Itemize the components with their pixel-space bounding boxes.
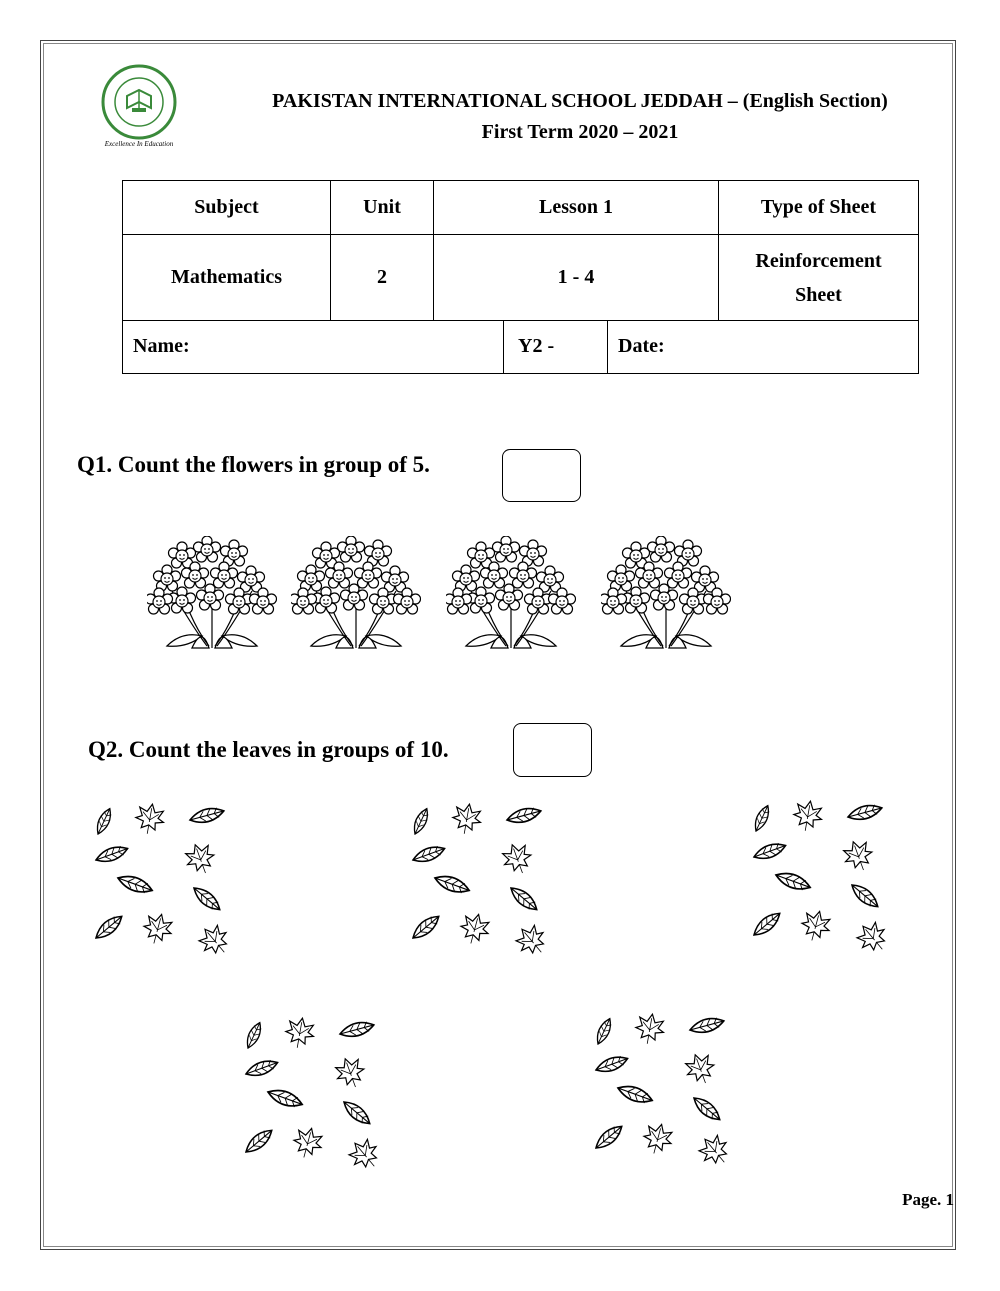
logo-motto: Excellence In Education: [104, 140, 174, 148]
school-title: PAKISTAN INTERNATIONAL SCHOOL JEDDAH – (English Section): [272, 90, 888, 112]
question-1: Q1. Count the flowers in group of 5.: [77, 452, 430, 477]
header-unit: Unit: [331, 181, 434, 235]
date-field[interactable]: [608, 320, 918, 373]
q2-answer-box[interactable]: [513, 723, 592, 777]
value-sheet-type: [719, 235, 919, 321]
name-field[interactable]: [123, 320, 504, 373]
header-sheet-type: Type of Sheet: [719, 181, 919, 235]
value-lesson: 1 - 4: [434, 235, 719, 321]
school-logo: [96, 62, 182, 148]
flower-group-2: [291, 536, 421, 656]
sheet-type-line2: Sheet: [795, 283, 842, 306]
leaf-group-3: [748, 795, 898, 955]
term-title: First Term 2020 – 2021: [481, 121, 679, 143]
leaf-group-4: [240, 1012, 390, 1172]
name-label: Name:: [133, 335, 190, 357]
header-lesson: Lesson 1: [434, 181, 719, 235]
student-info-row: [122, 320, 919, 374]
flower-group-3: [446, 536, 576, 656]
class-label: Y2 -: [518, 335, 555, 357]
leaf-group-1: [90, 798, 240, 958]
leaf-group-2: [407, 798, 557, 958]
leaf-group-5: [590, 1008, 740, 1168]
flower-group-1: [147, 536, 277, 656]
q1-answer-box[interactable]: [502, 449, 581, 502]
question-2: Q2. Count the leaves in groups of 10.: [88, 737, 449, 762]
value-subject: Mathematics: [123, 235, 331, 321]
sheet-type-line1: Reinforcement: [755, 249, 882, 272]
flower-group-4: [601, 536, 731, 656]
info-table: [122, 180, 919, 321]
value-unit: 2: [331, 235, 434, 321]
class-field[interactable]: [504, 320, 608, 373]
page-number: Page. 1: [902, 1190, 954, 1209]
date-label: Date:: [618, 335, 665, 357]
header-subject: Subject: [123, 181, 331, 235]
